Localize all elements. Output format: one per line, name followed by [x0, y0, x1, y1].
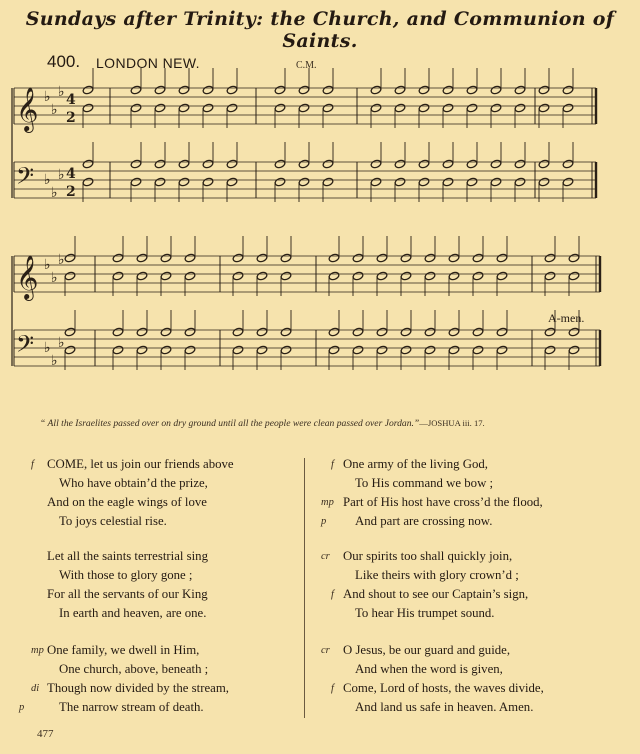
- note-head: [562, 177, 574, 187]
- note-head: [424, 271, 436, 281]
- note-head: [322, 103, 334, 113]
- line-text: One family, we dwell in Him,: [47, 643, 200, 657]
- note-head: [352, 345, 364, 355]
- note-head: [226, 85, 238, 95]
- note-head: [448, 327, 460, 337]
- note-head: [568, 253, 580, 263]
- note-head: [112, 345, 124, 355]
- note-head: [232, 271, 244, 281]
- tune-name: LONDON NEW.: [96, 55, 200, 71]
- note-head: [64, 327, 76, 337]
- dynamic-mark: f: [331, 459, 334, 470]
- note-head: [418, 159, 430, 169]
- note-head: [112, 327, 124, 337]
- note-head: [136, 253, 148, 263]
- note-head: [544, 327, 556, 337]
- note-head: [280, 253, 292, 263]
- note-head: [130, 159, 142, 169]
- note-head: [472, 271, 484, 281]
- note-head: [490, 177, 502, 187]
- time-signature-top: 4: [66, 92, 76, 108]
- dynamic-mark: cr: [321, 645, 330, 656]
- note-head: [226, 159, 238, 169]
- line-text: Like theirs with glory crown’d ;: [355, 568, 519, 582]
- note-head: [202, 85, 214, 95]
- note-head: [178, 85, 190, 95]
- note-head: [448, 253, 460, 263]
- note-head: [202, 177, 214, 187]
- verse-line: [47, 566, 208, 585]
- note-head: [394, 159, 406, 169]
- flat-icon: ♭: [58, 167, 65, 183]
- note-head: [394, 85, 406, 95]
- flat-icon: ♭: [51, 102, 58, 118]
- note-head: [136, 327, 148, 337]
- note-head: [400, 253, 412, 263]
- verse-line: [31, 455, 234, 474]
- treble-clef-icon: 𝄞: [16, 255, 39, 299]
- verse-line: [47, 547, 208, 566]
- line-text: One church, above, beneath ;: [59, 662, 209, 676]
- line-text: In earth and heaven, are one.: [59, 606, 207, 620]
- note-head: [184, 327, 196, 337]
- note-head: [514, 85, 526, 95]
- note-head: [472, 327, 484, 337]
- line-text: And shout to see our Captain’s sign,: [343, 587, 529, 601]
- note-head: [376, 271, 388, 281]
- verse-6: [321, 641, 544, 717]
- line-text: For all the servants of our King: [47, 587, 208, 601]
- note-head: [130, 103, 142, 113]
- note-head: [298, 85, 310, 95]
- note-head: [184, 345, 196, 355]
- dynamic-mark: f: [331, 589, 334, 600]
- note-head: [442, 159, 454, 169]
- line-text: Part of His host have cross’d the flood,: [343, 495, 543, 509]
- flat-icon: ♭: [44, 340, 51, 356]
- flat-icon: ♭: [44, 257, 51, 273]
- note-head: [154, 177, 166, 187]
- meter-label: C.M.: [296, 60, 317, 71]
- note-head: [562, 159, 574, 169]
- note-head: [394, 103, 406, 113]
- note-head: [112, 271, 124, 281]
- dynamic-mark: p: [19, 702, 25, 713]
- dynamic-mark: di: [31, 683, 40, 694]
- verse-line: [31, 641, 229, 660]
- note-head: [202, 159, 214, 169]
- verse-5: [321, 547, 529, 623]
- note-head: [568, 327, 580, 337]
- note-head: [274, 85, 286, 95]
- verse-line: [321, 493, 543, 512]
- line-text: To joys celestial rise.: [59, 514, 167, 528]
- note-head: [376, 345, 388, 355]
- time-signature-bottom: 2: [66, 184, 76, 200]
- note-head: [442, 103, 454, 113]
- note-head: [160, 345, 172, 355]
- note-head: [496, 253, 508, 263]
- note-head: [394, 177, 406, 187]
- note-head: [82, 159, 94, 169]
- note-head: [466, 103, 478, 113]
- note-head: [136, 271, 148, 281]
- note-head: [328, 345, 340, 355]
- line-text: With those to glory gone ;: [59, 568, 193, 582]
- flat-icon: ♭: [44, 172, 51, 188]
- note-head: [448, 345, 460, 355]
- note-head: [544, 253, 556, 263]
- flat-icon: ♭: [58, 335, 65, 351]
- note-head: [562, 103, 574, 113]
- line-text: Our spirits too shall quickly join,: [343, 549, 513, 563]
- note-head: [136, 345, 148, 355]
- note-head: [178, 177, 190, 187]
- note-head: [472, 253, 484, 263]
- note-head: [232, 345, 244, 355]
- column-divider: [304, 458, 305, 718]
- note-head: [298, 159, 310, 169]
- flat-icon: ♭: [58, 84, 65, 100]
- note-head: [280, 345, 292, 355]
- note-head: [274, 177, 286, 187]
- note-head: [496, 271, 508, 281]
- note-head: [178, 103, 190, 113]
- line-text: One army of the living God,: [343, 457, 489, 471]
- note-head: [184, 271, 196, 281]
- line-text: And part are crossing now.: [355, 514, 493, 528]
- note-head: [178, 159, 190, 169]
- note-head: [322, 159, 334, 169]
- note-head: [184, 253, 196, 263]
- flat-icon: ♭: [58, 252, 65, 268]
- note-head: [274, 103, 286, 113]
- line-text: Come, Lord of hosts, the waves divide,: [343, 681, 544, 695]
- verse-line: [331, 585, 529, 604]
- verse-line: [331, 455, 543, 474]
- note-head: [490, 85, 502, 95]
- verse-line: [47, 512, 234, 531]
- note-head: [352, 327, 364, 337]
- dynamic-mark: f: [331, 683, 334, 694]
- note-head: [64, 253, 76, 263]
- amen-lyric: A-men.: [548, 311, 585, 325]
- note-head: [322, 177, 334, 187]
- note-head: [232, 253, 244, 263]
- line-text: O Jesus, be our guard and guide,: [343, 643, 511, 657]
- line-text: To hear His trumpet sound.: [355, 606, 495, 620]
- time-signature-bottom: 2: [66, 110, 76, 126]
- line-text: Let all the saints terrestrial sing: [47, 549, 208, 563]
- note-head: [154, 103, 166, 113]
- dynamic-mark: f: [31, 459, 34, 470]
- note-head: [352, 253, 364, 263]
- note-head: [544, 345, 556, 355]
- note-head: [538, 159, 550, 169]
- verse-line: [343, 698, 544, 717]
- note-head: [232, 327, 244, 337]
- verse-3: [19, 641, 229, 717]
- note-head: [82, 103, 94, 113]
- dynamic-mark: cr: [321, 551, 330, 562]
- note-head: [160, 271, 172, 281]
- note-head: [490, 159, 502, 169]
- note-head: [370, 177, 382, 187]
- note-head: [64, 345, 76, 355]
- verse-line: [47, 604, 208, 623]
- note-head: [82, 85, 94, 95]
- note-head: [280, 271, 292, 281]
- note-head: [562, 85, 574, 95]
- flat-icon: ♭: [51, 185, 58, 201]
- note-head: [424, 345, 436, 355]
- note-head: [400, 271, 412, 281]
- note-head: [328, 327, 340, 337]
- note-head: [154, 85, 166, 95]
- running-head: Sundays after Trinity: the Church, and Communion of Saints.: [25, 8, 615, 52]
- note-head: [280, 327, 292, 337]
- note-head: [418, 177, 430, 187]
- note-head: [226, 103, 238, 113]
- note-head: [544, 271, 556, 281]
- time-signature-top: 4: [66, 166, 76, 182]
- note-head: [400, 345, 412, 355]
- verse-line: [47, 585, 208, 604]
- line-text: And when the word is given,: [355, 662, 503, 676]
- note-head: [82, 177, 94, 187]
- verse-line: [343, 474, 543, 493]
- note-head: [538, 103, 550, 113]
- note-head: [298, 177, 310, 187]
- dynamic-mark: p: [321, 516, 327, 527]
- page-number: 477: [37, 728, 54, 740]
- treble-clef-icon: 𝄞: [16, 87, 39, 131]
- note-head: [496, 327, 508, 337]
- note-head: [466, 159, 478, 169]
- verse-line: [321, 547, 528, 566]
- flat-icon: ♭: [51, 270, 58, 286]
- note-head: [424, 253, 436, 263]
- flat-icon: ♭: [51, 353, 58, 369]
- note-head: [322, 85, 334, 95]
- note-head: [418, 85, 430, 95]
- note-head: [466, 85, 478, 95]
- note-head: [226, 177, 238, 187]
- verse-1: [31, 455, 234, 531]
- note-head: [418, 103, 430, 113]
- verse-line: [321, 641, 544, 660]
- note-head: [370, 103, 382, 113]
- note-head: [352, 271, 364, 281]
- verse-line: [47, 660, 229, 679]
- note-head: [64, 271, 76, 281]
- note-head: [514, 177, 526, 187]
- bass-clef-icon: 𝄢: [16, 162, 35, 195]
- note-head: [400, 327, 412, 337]
- note-head: [202, 103, 214, 113]
- note-head: [376, 327, 388, 337]
- note-head: [328, 253, 340, 263]
- line-text: And on the eagle wings of love: [47, 495, 207, 509]
- line-text: To His command we bow ;: [355, 476, 494, 490]
- epigraph-source: —JOSHUA iii. 17.: [419, 418, 485, 428]
- verse-line: [343, 604, 528, 623]
- note-head: [112, 253, 124, 263]
- note-head: [256, 253, 268, 263]
- note-head: [514, 159, 526, 169]
- epigraph-text: “ All the Israelites passed over on dry ground until all the people were clean passed over Jordan.”: [40, 418, 420, 429]
- note-head: [490, 103, 502, 113]
- note-head: [496, 345, 508, 355]
- note-head: [274, 159, 286, 169]
- verse-line: [343, 660, 544, 679]
- verse-2: [47, 547, 208, 623]
- note-head: [472, 345, 484, 355]
- note-head: [154, 159, 166, 169]
- dynamic-mark: mp: [31, 645, 44, 656]
- note-head: [256, 271, 268, 281]
- note-head: [298, 103, 310, 113]
- note-head: [376, 253, 388, 263]
- note-head: [568, 271, 580, 281]
- note-head: [538, 85, 550, 95]
- verse-line: [321, 512, 543, 531]
- verse-line: [19, 698, 229, 717]
- note-head: [160, 327, 172, 337]
- note-head: [442, 85, 454, 95]
- note-head: [568, 345, 580, 355]
- line-text: Who have obtain’d the prize,: [59, 476, 208, 490]
- epigraph: [40, 418, 620, 429]
- bass-clef-icon: 𝄢: [16, 330, 35, 363]
- note-head: [370, 85, 382, 95]
- note-head: [514, 103, 526, 113]
- note-head: [328, 271, 340, 281]
- note-head: [130, 177, 142, 187]
- note-head: [466, 177, 478, 187]
- note-head: [130, 85, 142, 95]
- verse-4: [321, 455, 543, 531]
- note-head: [448, 271, 460, 281]
- line-text: The narrow stream of death.: [59, 700, 204, 714]
- note-head: [370, 159, 382, 169]
- verse-line: [31, 679, 229, 698]
- verse-line: [47, 493, 234, 512]
- note-head: [424, 327, 436, 337]
- flat-icon: ♭: [44, 89, 51, 105]
- hymn-number: 400.: [47, 52, 81, 71]
- note-head: [442, 177, 454, 187]
- line-text: And land us safe in heaven. Amen.: [355, 700, 534, 714]
- dynamic-mark: mp: [321, 497, 334, 508]
- verse-line: [331, 679, 544, 698]
- note-head: [538, 177, 550, 187]
- line-text: Though now divided by the stream,: [47, 681, 229, 695]
- note-head: [160, 253, 172, 263]
- line-text: COME, let us join our friends above: [47, 457, 234, 471]
- note-head: [256, 345, 268, 355]
- note-head: [256, 327, 268, 337]
- verse-line: [47, 474, 234, 493]
- verse-line: [343, 566, 528, 585]
